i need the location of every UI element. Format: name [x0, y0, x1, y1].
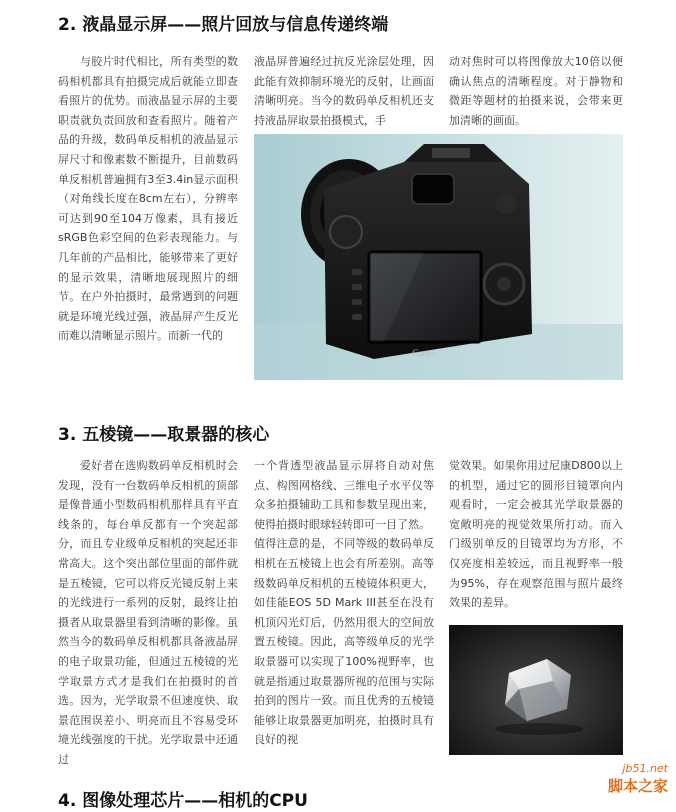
watermark-name: 脚本之家: [607, 777, 668, 795]
section-3-column-3: 觉效果。如果你用过尼康D800以上的机型，通过它的圆形目镜罩向内观看时，一定会被其光学取景器的宽敞明亮的视觉效果所打动。而入门级别单反的目镜罩均为方形，不仅亮度相差较远，而且视野率一般为95%，存在观察范围与照片最终效果的差异。: [449, 459, 623, 610]
section-2-column-3: 动对焦时可以将图像放大10倍以便确认焦点的清晰程度。对于静物和微距等题材的拍摄来说，会带来更加清晰的画面。: [449, 55, 623, 127]
section-3-column-1: 爱好者在选购数码单反相机时会发现，没有一台数码单反相机的顶部是像普通小型数码相机那样具有平直线条的，每台单反都有一个突起部分，而且专业级单反相机的突起还非常高大。这个突出部位里面的部件就是五棱镜，它可以将反光镜反射上来的光线进行一系列的反射，最终让拍摄者从取景器里看到清晰的影像。虽然当今的数码单反相机都具备液晶屏的电子取景功能，但通过五棱镜的光学取景方式才是我们在拍摄时的首选。因为，光学取景不但速度快、取景范围误差小、明亮而且不容易受环境光线强度的干扰。光学取景中还通过: [58, 459, 238, 766]
site-watermark: [608, 762, 668, 796]
camera-photo: [254, 134, 623, 380]
section-3-heading: 3. 五棱镜——取景器的核心: [58, 425, 270, 445]
section-2-column-1: 与胶片时代相比，所有类型的数码相机都具有拍摄完成后就能立即查看照片的优势。而液晶显示屏的主要职责就负责回放和查看照片。随着产品的升级，数码单反相机的液晶显示屏尺寸和像素数不断提升，目前数码单反相机普遍拥有3至3.4in显示面积（对角线长度在8cm左右），分辨率可达到90至104万像素，具有接近sRGB色彩空间的色彩表现能力。与几年前的产品相比，能够带来了更好的显示效果，清晰地展现照片的细节。在户外拍摄时，最常遇到的问题就是环境光线过强，液晶屏产生反光而难以清晰显示照片。而新一代的: [58, 55, 238, 343]
section-2-column-2: 液晶屏普遍经过抗反光涂层处理，因此能有效抑制环境光的反射，让画面清晰明亮。当今的数码单反相机还支持液晶屏取景拍摄模式，手: [254, 55, 434, 127]
watermark-url: jb51.net: [622, 762, 668, 775]
pentaprism-illustration: [449, 625, 623, 755]
section-3-column-2: 一个背透型液晶显示屏将自动对焦点、构图网格线、三维电子水平仪等众多拍摄辅助工具和参数呈现出来，使得拍摄时眼球轻转即可一目了然。 值得注意的是，不同等级的数码单反相机在五棱镜上也会有所差别。高等级数码单反相机的五棱镜体积更大，如佳能EOS 5D Mark III甚至在没有机顶闪光灯后，仍然用很大的空间放置五棱镜。因此，高等级单反的光学取景器可以实现了100%视野率，也就是指通过取景器所视的范围与实际拍到的图片一致。而且优秀的五棱镜能够让取景器更加明亮，拍摄时具有良好的视: [254, 459, 434, 747]
pentaprism-photo: [449, 625, 623, 755]
section-2-heading: 2. 液晶显示屏——照片回放与信息传递终端: [58, 15, 389, 35]
camera-illustration: [254, 134, 623, 380]
section-4-heading: 4. 图像处理芯片——相机的CPU: [58, 791, 308, 811]
camera-brand-label: Canon: [411, 348, 437, 358]
